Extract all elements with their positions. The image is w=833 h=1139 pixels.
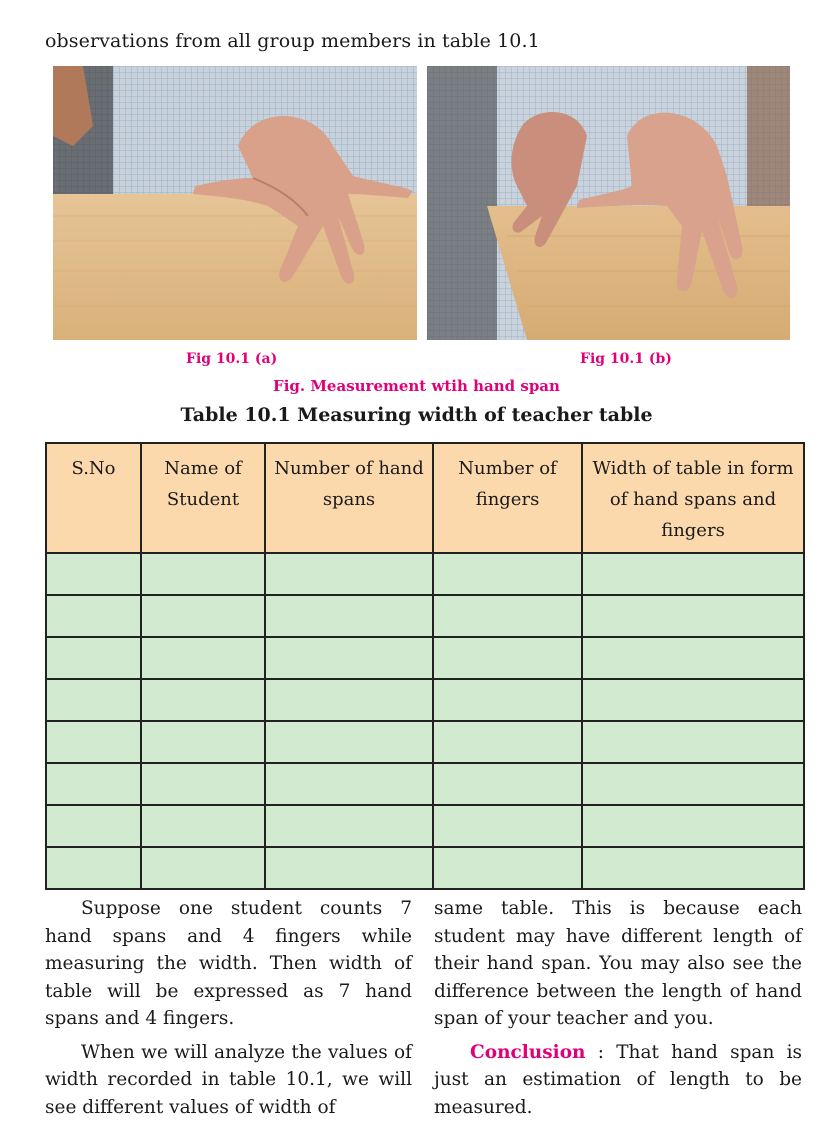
figure-caption-b: Fig 10.1 (b) bbox=[580, 351, 672, 367]
table-cell bbox=[265, 721, 433, 763]
table-cell bbox=[582, 637, 804, 679]
table-cell bbox=[141, 721, 265, 763]
table-cell bbox=[582, 847, 804, 889]
body-column-left bbox=[45, 895, 412, 1121]
table-cell bbox=[265, 553, 433, 595]
table-cell bbox=[141, 805, 265, 847]
header-sno: S.No bbox=[46, 443, 141, 553]
header-table-width: Width of table in form of hand spans and fingers bbox=[582, 443, 804, 553]
measurement-table bbox=[45, 442, 805, 890]
table-cell bbox=[582, 553, 804, 595]
table-cell bbox=[46, 679, 141, 721]
table-cell bbox=[265, 763, 433, 805]
table-row bbox=[46, 805, 804, 847]
paragraph-explanation: same table. This is because each student may have different length of their hand span. You may also see the difference between the length of hand span of your teacher and you. bbox=[434, 898, 802, 1029]
header-fingers: Number of fingers bbox=[433, 443, 582, 553]
table-row bbox=[46, 721, 804, 763]
table-cell bbox=[433, 763, 582, 805]
figure-10-1-b-photo bbox=[427, 66, 790, 340]
table-header-row bbox=[46, 443, 804, 553]
table-cell bbox=[433, 721, 582, 763]
table-cell bbox=[141, 763, 265, 805]
table-cell bbox=[582, 805, 804, 847]
table-cell bbox=[582, 721, 804, 763]
table-cell bbox=[582, 679, 804, 721]
figure-caption-a: Fig 10.1 (a) bbox=[186, 351, 278, 367]
header-student-name: Name of Student bbox=[141, 443, 265, 553]
table-cell bbox=[265, 805, 433, 847]
figure-caption-main: Fig. Measurement wtih hand span bbox=[273, 377, 560, 395]
table-cell bbox=[141, 637, 265, 679]
table-row bbox=[46, 763, 804, 805]
table-cell bbox=[46, 595, 141, 637]
table-cell bbox=[141, 679, 265, 721]
conclusion-text: : That hand span is just an estimation of length to be measured. bbox=[434, 1041, 802, 1118]
table-row bbox=[46, 679, 804, 721]
table-cell bbox=[46, 763, 141, 805]
table-cell bbox=[46, 805, 141, 847]
intro-text: observations from all group members in table 10.1 bbox=[45, 30, 540, 52]
table-cell bbox=[433, 847, 582, 889]
table-cell bbox=[141, 595, 265, 637]
conclusion-label: Conclusion bbox=[470, 1041, 586, 1063]
paragraph-analysis: When we will analyze the values of width recorded in table 10.1, we will see different values of width of bbox=[45, 1041, 412, 1118]
table-row bbox=[46, 595, 804, 637]
table-cell bbox=[265, 595, 433, 637]
table-cell bbox=[46, 847, 141, 889]
table-cell bbox=[46, 637, 141, 679]
paragraph-conclusion bbox=[434, 1039, 802, 1122]
paragraph-example: Suppose one student counts 7 hand spans and 4 fingers while measuring the width. Then width of table will be expressed as 7 hand spans and 4 fingers. bbox=[45, 898, 412, 1029]
table-cell bbox=[46, 721, 141, 763]
table-cell bbox=[265, 847, 433, 889]
table-cell bbox=[433, 553, 582, 595]
table-row bbox=[46, 847, 804, 889]
body-column-right bbox=[434, 895, 802, 1121]
table-row bbox=[46, 637, 804, 679]
table-row bbox=[46, 553, 804, 595]
table-cell bbox=[582, 595, 804, 637]
table-cell bbox=[433, 679, 582, 721]
table-cell bbox=[265, 637, 433, 679]
table-cell bbox=[433, 595, 582, 637]
table-title: Table 10.1 Measuring width of teacher table bbox=[180, 404, 653, 426]
table-cell bbox=[582, 763, 804, 805]
figure-10-1-a-photo bbox=[53, 66, 417, 340]
table-cell bbox=[141, 553, 265, 595]
table-cell bbox=[433, 637, 582, 679]
header-hand-spans: Number of hand spans bbox=[265, 443, 433, 553]
table-cell bbox=[433, 805, 582, 847]
table-cell bbox=[141, 847, 265, 889]
table-cell bbox=[46, 553, 141, 595]
table-cell bbox=[265, 679, 433, 721]
